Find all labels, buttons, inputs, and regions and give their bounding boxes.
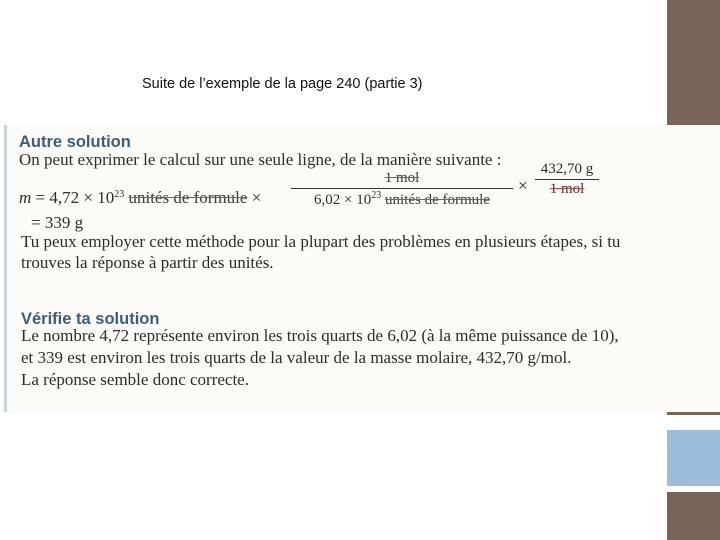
equation-result: = 339 g [31, 213, 84, 232]
slide-title: Suite de l’exemple de la page 240 (partie 3) [142, 76, 423, 92]
coefficient: 4,72 × 10 [49, 188, 115, 207]
sidebar-gap [667, 415, 720, 430]
fraction1-den-unit: unités de formule [384, 192, 490, 208]
fraction2-bar [535, 179, 599, 180]
alt-paragraph-line1: Tu peux employer cette méthode pour la plupart des problèmes en plusieurs étapes, si tu [21, 232, 621, 251]
cancelled-unit-formula: unités de formule [128, 188, 248, 207]
verify-line3: La réponse semble donc correcte. [21, 370, 249, 389]
multiply-sign: × [251, 188, 262, 207]
alt-solution-intro: On peut exprimer le calcul sur une seule ligne, de la manière suivante : [19, 150, 502, 169]
fraction-molar-mass [535, 161, 599, 198]
verify-heading: Vérifie ta solution [21, 310, 160, 328]
equation-lhs [19, 188, 261, 208]
alt-solution-heading: Autre solution [19, 133, 131, 151]
verify-line1: Le nombre 4,72 représente environ les trois quarts de 6,02 (à la même puissance de 10), [21, 326, 619, 345]
equals-sign: = [35, 188, 46, 207]
fraction1-bar [291, 188, 513, 189]
coefficient-exponent: 23 [114, 189, 125, 200]
sidebar-brown-bottom [667, 492, 720, 540]
fraction1-den-coef: 6,02 × 10 [314, 192, 372, 208]
variable-m: m [19, 188, 32, 207]
textbook-excerpt-image [4, 125, 720, 412]
multiply-sign-2: × [518, 176, 528, 195]
fraction1-den-exponent: 23 [371, 190, 382, 201]
fraction1-denominator [291, 190, 513, 209]
verify-line2: et 339 est environ les trois quarts de la valeur de la masse molaire, 432,70 g/mol. [21, 348, 572, 367]
fraction2-denominator: 1 mol [549, 181, 585, 197]
sidebar-blue-block [667, 430, 720, 486]
fraction2-numerator: 432,70 g [540, 161, 594, 177]
fraction-mol-per-units [291, 170, 513, 209]
alt-paragraph-line2: trouves la réponse à partir des unités. [21, 253, 274, 272]
fraction1-numerator: 1 mol [384, 170, 420, 186]
